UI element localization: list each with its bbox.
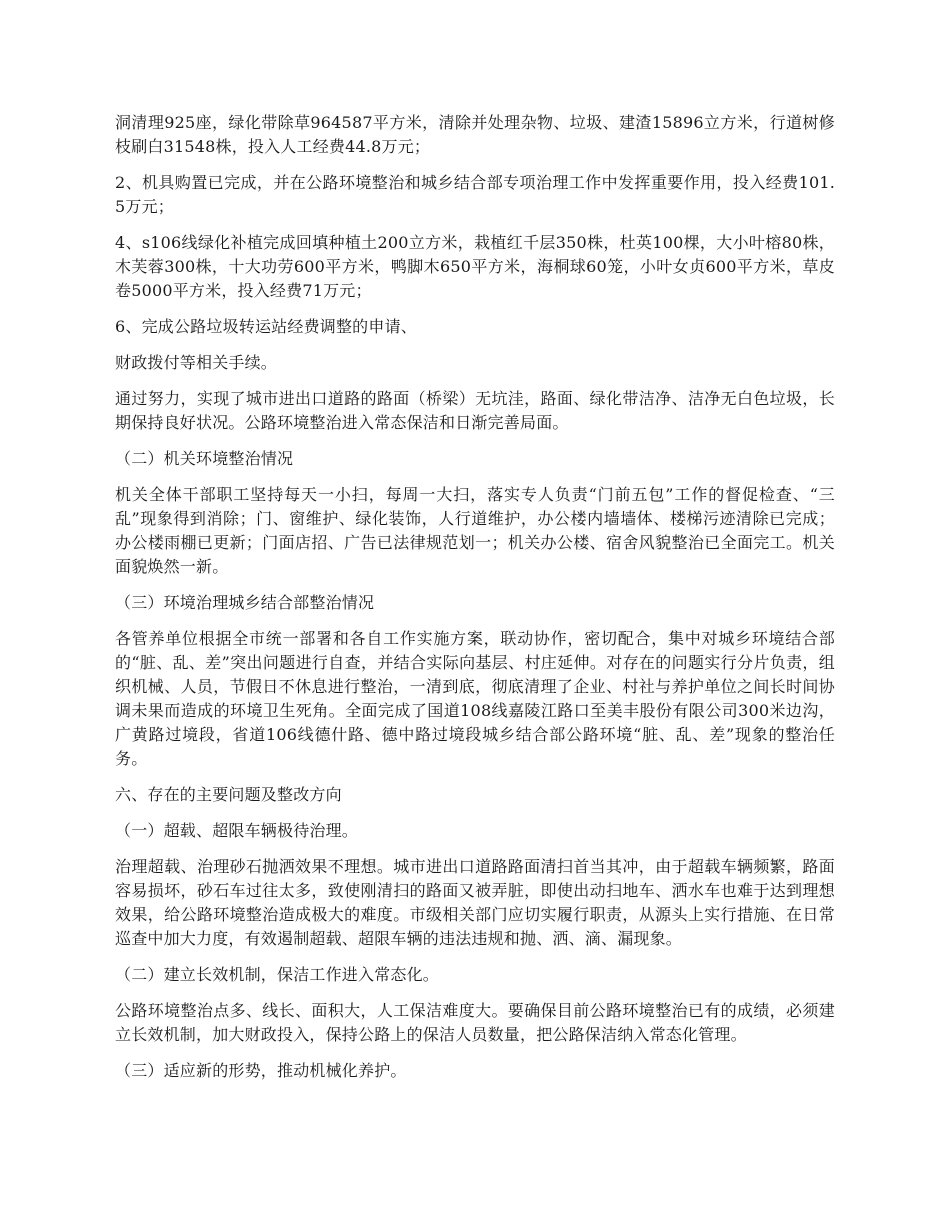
- section-heading: 六、存在的主要问题及整改方向: [115, 785, 342, 804]
- paragraph: 机关全体干部职工坚持每天一小扫，每周一大扫，落实专人负责“门前五包”工作的督促检查、“三乱”现象得到消除；门、窗维护、绿化装饰，人行道维护，办公楼内墙墙体、楼梯污迹清除已完成；办公楼雨棚已更新；门面店招、广告已法律规范划一；机关办公楼、宿舍风貌整治已全面完工。机关面貌焕然一新。: [115, 485, 835, 576]
- paragraph: 6、完成公路垃圾转运站经费调整的申请、: [115, 317, 417, 336]
- paragraph: 2、机具购置已完成，并在公路环境整治和城乡结合部专项治理工作中发挥重要作用，投入经费101.5万元；: [115, 173, 835, 216]
- paragraph: 治理超载、治理砂石抛洒效果不理想。城市进出口道路路面清扫首当其冲，由于超载车辆频繁，路面容易损坏，砂石车过往太多，致使刚清扫的路面又被弄脏，即使出动扫地车、洒水车也难于达到理想效果，给公路环境整治造成极大的难度。市级相关部门应切实履行职责，从源头上实行措施、在日常巡查中加大力度，有效遏制超载、超限车辆的违法违规和抛、洒、滴、漏现象。: [115, 857, 835, 948]
- section-heading: （一）超载、超限车辆极待治理。: [115, 821, 359, 840]
- paragraph: 4、s106线绿化补植完成回填种植土200立方米，栽植红千层350株，杜英100棵，大小叶榕80株，木芙蓉300株，十大功劳600平方米，鸭脚木650平方米，海桐球60笼，小叶女贞600平方米，草皮卷5000平方米，投入经费71万元；: [115, 233, 835, 300]
- section-heading: （二）建立长效机制，保洁工作进入常态化。: [115, 965, 440, 984]
- paragraph: 公路环境整治点多、线长、面积大，人工保洁难度大。要确保目前公路环境整治已有的成绩，必须建立长效机制，加大财政投入，保持公路上的保洁人员数量，把公路保洁纳入常态化管理。: [115, 1001, 835, 1044]
- section-heading: （三）环境治理城乡结合部整治情况: [115, 593, 375, 612]
- section-heading: （三）适应新的形势，推动机械化养护。: [115, 1061, 407, 1080]
- paragraph: 财政拨付等相关手续。: [115, 353, 278, 372]
- document-body: [115, 111, 835, 1095]
- paragraph: 洞清理925座，绿化带除草964587平方米，清除并处理杂物、垃圾、建渣15896立方米，行道树修枝刷白31548株，投入人工经费44.8万元；: [115, 113, 835, 156]
- paragraph: 通过努力，实现了城市进出口道路的路面（桥梁）无坑洼，路面、绿化带洁净、洁净无白色垃圾，长期保持良好状况。公路环境整治进入常态保洁和日渐完善局面。: [115, 389, 835, 432]
- paragraph: 各管养单位根据全市统一部署和各自工作实施方案，联动协作，密切配合，集中对城乡环境结合部的“脏、乱、差”突出问题进行自查，并结合实际向基层、村庄延伸。对存在的问题实行分片负责，组织机械、人员，节假日不休息进行整治，一清到底，彻底清理了企业、村社与养护单位之间长时间协调未果而造成的环境卫生死角。全面完成了国道108线嘉陵江路口至美丰股份有限公司300米边沟，广黄路过境段，省道106线德什路、德中路过境段城乡结合部公路环境“脏、乱、差”现象的整治任务。: [115, 629, 835, 768]
- section-heading: （二）机关环境整治情况: [115, 449, 294, 468]
